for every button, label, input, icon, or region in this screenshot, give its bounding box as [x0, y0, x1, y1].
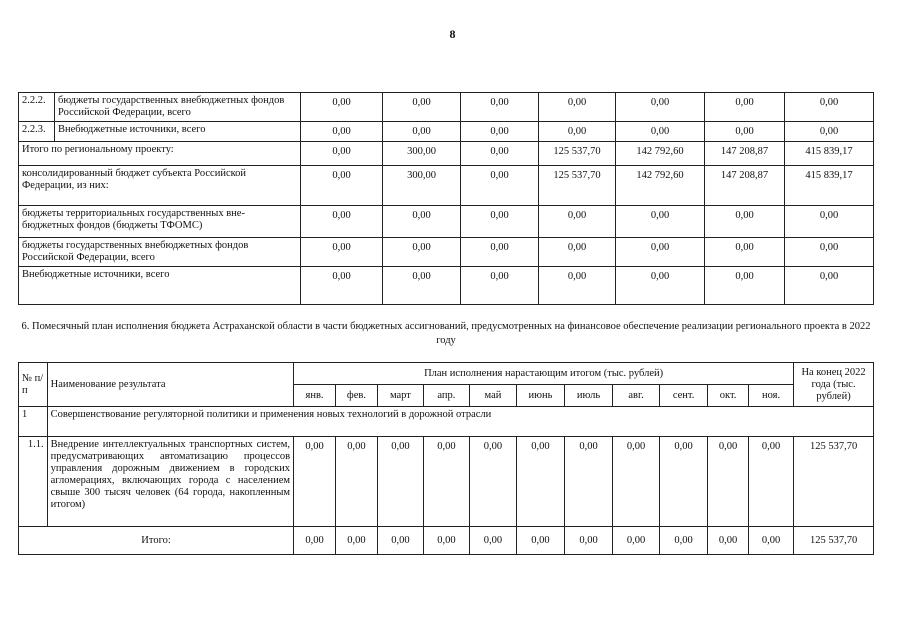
row-value: 0,00 — [461, 122, 539, 142]
budget-row — [19, 142, 874, 166]
row-value: 0,00 — [785, 93, 874, 122]
row-value: 415 839,17 — [785, 142, 874, 166]
month-value: 0,00 — [708, 527, 749, 555]
row-value: 0,00 — [705, 93, 785, 122]
row-value: 0,00 — [461, 142, 539, 166]
total-row — [19, 527, 874, 555]
month-header: май — [469, 385, 516, 407]
month-value: 0,00 — [749, 437, 794, 527]
end-of-year-value: 125 537,70 — [794, 527, 874, 555]
row-code: 2.2.2. — [19, 93, 55, 122]
row-value: 0,00 — [461, 166, 539, 206]
page-number: 8 — [449, 27, 456, 41]
row-value: 0,00 — [301, 238, 383, 267]
budget-row — [19, 206, 874, 238]
row-value: 0,00 — [785, 206, 874, 238]
row-value: 0,00 — [705, 206, 785, 238]
budget-row — [19, 267, 874, 305]
month-value: 0,00 — [294, 437, 336, 527]
row-value: 0,00 — [301, 93, 383, 122]
row-label: консолидированный бюджет субъекта Российской Федерации, из них: — [19, 166, 301, 206]
row-value: 0,00 — [383, 93, 461, 122]
row-value: 300,00 — [383, 142, 461, 166]
row-value: 125 537,70 — [539, 142, 616, 166]
row-value: 0,00 — [705, 122, 785, 142]
row-value: 0,00 — [616, 93, 705, 122]
row-value: 0,00 — [616, 238, 705, 267]
row-label: бюджеты государственных внебюджетных фондов Российской Федерации, всего — [19, 238, 301, 267]
row-value: 0,00 — [301, 122, 383, 142]
header-name: Наименование результата — [47, 363, 293, 407]
row-value: 0,00 — [705, 238, 785, 267]
row-value: 142 792,60 — [616, 166, 705, 206]
row-value: 0,00 — [539, 267, 616, 305]
row-value: 0,00 — [785, 267, 874, 305]
row-value: 0,00 — [461, 238, 539, 267]
header-plan: План исполнения нарастающим итогом (тыс. рублей) — [294, 363, 794, 385]
row-value: 300,00 — [383, 166, 461, 206]
month-header: сент. — [660, 385, 708, 407]
row-value: 147 208,87 — [705, 166, 785, 206]
item-num: 1.1. — [19, 437, 48, 527]
row-value: 0,00 — [539, 93, 616, 122]
regional-budget-table — [18, 92, 874, 305]
month-value: 0,00 — [335, 527, 377, 555]
month-value: 0,00 — [660, 437, 708, 527]
row-value: 415 839,17 — [785, 166, 874, 206]
row-value: 0,00 — [616, 122, 705, 142]
month-header: фев. — [335, 385, 377, 407]
group-label: Совершенствование регуляторной политики и применения новых технологий в дорожной отрасли — [47, 407, 873, 437]
row-value: 0,00 — [383, 206, 461, 238]
row-value: 147 208,87 — [705, 142, 785, 166]
row-value: 0,00 — [461, 267, 539, 305]
row-value: 0,00 — [539, 122, 616, 142]
row-value: 0,00 — [539, 238, 616, 267]
group-row — [19, 407, 874, 437]
month-value: 0,00 — [516, 527, 564, 555]
row-value: 0,00 — [383, 267, 461, 305]
item-label: Внедрение интеллектуальных транспортных систем, предусматривающих автоматизацию процессов управления дорожным движением в городских агломерациях, включающих города с населением свыше 300 тысяч человек (64 города, накопленным итогом) — [47, 437, 293, 527]
month-value: 0,00 — [613, 527, 660, 555]
month-header: июль — [565, 385, 613, 407]
total-label: Итого: — [19, 527, 294, 555]
section-6-title: 6. Помесячный план исполнения бюджета Астраханской области в части бюджетных ассигнований, предусмотренных на финансовое обеспечение реализации регионального проекта в 2022 году — [21, 321, 871, 346]
budget-row — [19, 166, 874, 206]
month-value: 0,00 — [565, 437, 613, 527]
row-label: бюджеты территориальных государственных вне-бюджетных фондов (бюджеты ТФОМС) — [19, 206, 301, 238]
row-value: 0,00 — [785, 238, 874, 267]
row-value: 0,00 — [301, 206, 383, 238]
header-end-of-year: На конец 2022 года (тыс. рублей) — [794, 363, 874, 407]
month-value: 0,00 — [613, 437, 660, 527]
row-label: Итого по региональному проекту: — [19, 142, 301, 166]
end-of-year-value: 125 537,70 — [794, 437, 874, 527]
row-value: 125 537,70 — [539, 166, 616, 206]
row-value: 0,00 — [461, 206, 539, 238]
row-label: Внебюджетные источники, всего — [55, 122, 301, 142]
row-value: 0,00 — [539, 206, 616, 238]
month-header: июнь — [516, 385, 564, 407]
month-header: авг. — [613, 385, 660, 407]
month-value: 0,00 — [335, 437, 377, 527]
row-value: 0,00 — [461, 93, 539, 122]
month-value: 0,00 — [377, 437, 423, 527]
month-value: 0,00 — [294, 527, 336, 555]
month-value: 0,00 — [660, 527, 708, 555]
monthly-plan-table — [18, 362, 874, 555]
month-value: 0,00 — [516, 437, 564, 527]
month-header: апр. — [423, 385, 469, 407]
row-value: 0,00 — [705, 267, 785, 305]
header-num: № п/п — [19, 363, 48, 407]
month-value: 0,00 — [423, 437, 469, 527]
month-value: 0,00 — [469, 437, 516, 527]
row-value: 142 792,60 — [616, 142, 705, 166]
row-value: 0,00 — [383, 238, 461, 267]
month-header: янв. — [294, 385, 336, 407]
month-value: 0,00 — [469, 527, 516, 555]
month-header: ноя. — [749, 385, 794, 407]
budget-row — [19, 122, 874, 142]
row-value: 0,00 — [616, 206, 705, 238]
row-value: 0,00 — [785, 122, 874, 142]
row-code: 2.2.3. — [19, 122, 55, 142]
month-header: окт. — [708, 385, 749, 407]
row-value: 0,00 — [616, 267, 705, 305]
header-row — [19, 363, 874, 385]
month-header: март — [377, 385, 423, 407]
month-value: 0,00 — [708, 437, 749, 527]
row-label: Внебюджетные источники, всего — [19, 267, 301, 305]
month-value: 0,00 — [423, 527, 469, 555]
item-row — [19, 437, 874, 527]
month-value: 0,00 — [565, 527, 613, 555]
row-value: 0,00 — [301, 142, 383, 166]
row-value: 0,00 — [301, 267, 383, 305]
row-value: 0,00 — [301, 166, 383, 206]
month-value: 0,00 — [377, 527, 423, 555]
group-num: 1 — [19, 407, 48, 437]
budget-row — [19, 93, 874, 122]
row-value: 0,00 — [383, 122, 461, 142]
month-value: 0,00 — [749, 527, 794, 555]
row-label: бюджеты государственных внебюджетных фондов Российской Федерации, всего — [55, 93, 301, 122]
budget-row — [19, 238, 874, 267]
